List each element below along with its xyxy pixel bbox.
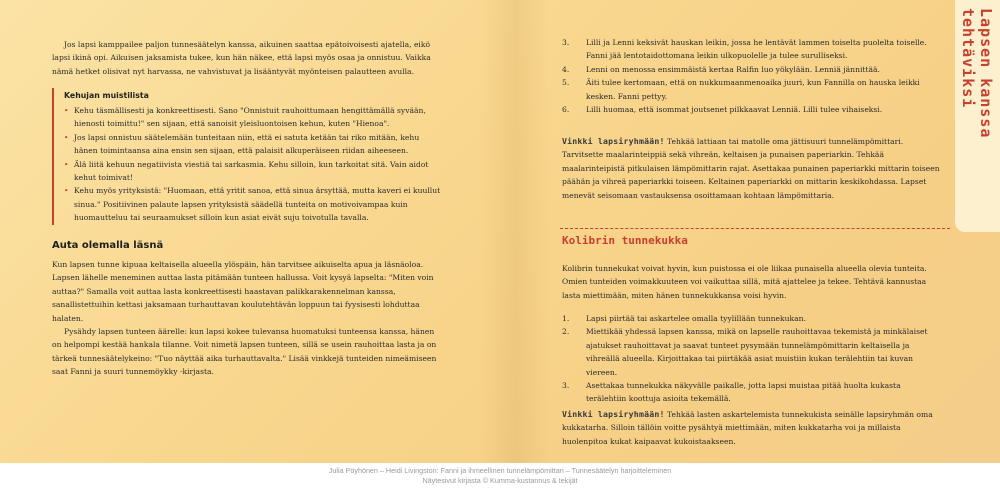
group-tip <box>562 408 942 448</box>
footer-line: Julia Pöyhönen – Heidi Livingston: Fanni ja ihmeellinen tunnelämpömittari – Tunnesäätelyn harjoitteleminen <box>328 466 672 475</box>
group-tip-label: Vinkki lapsiryhmään! <box>562 136 665 146</box>
list-text: Lilli ja Lenni keksivät hauskan leikin, jossa he lentävät lammen toiselta puolelta toiselle. Fanni jää lentotaidottomana leikin ulkopuolelle ja tulee surulliseksi. <box>586 38 927 61</box>
list-text: Asettakaa tunnekukka näkyvälle paikalle, jotta lapsi muistaa pitää huolta kukasta terälehtiin koottuja asioita tekemällä. <box>586 381 901 404</box>
list-number: 1. <box>562 314 570 323</box>
footer-line: Näytesivut kirjasta © Kumma-kustannus & tekijät <box>422 476 578 485</box>
tip-box-title: Kehujan muistilista <box>64 91 149 100</box>
tip-item: • Kehu myös yrityksistä: "Huomaan, että yritit sanoa, että sinua ärsyttää, mutta kaveri ei kuullut sinua." Positiivinen palaute lapsen yrityksistä säädellä tunteita on motivoivampaa kuin huomautteluu tai seuraamukset silloin kun asiat eivät suju toivotulla tavalla. <box>64 184 444 224</box>
footer-credits <box>0 466 1000 486</box>
list-item <box>562 76 940 103</box>
list-number: 2. <box>562 327 570 337</box>
group-tip-text: Tehkää lattiaan tai matolle oma jättisuuri tunnelämpömittari. Tarvitsette maalarinteippiä sekä vihreän, keltaisen ja punaisen paperiarkin. Tehkää maalarinteipistä pitkulaisen lämpömittarin rajat. Asettakaa punainen paperiarkki mittarin toiseen päähän ja vihreä paperiarkki toiseen. Keltainen paperiarkki on mittarin keskikohdassa. Lapset menevät seisomaan vastauksensa osoittamaan kohtaan lämpömittaria. <box>562 137 940 200</box>
right-page <box>562 0 940 463</box>
list-text: Lapsi piirtää tai askartelee omalla tyylillään tunnekukan. <box>586 314 806 323</box>
list-text: Äiti tulee kertomaan, että on nukkumaanmenoaika juuri, kun Fannilla on hauska leikki kesken. Fanni pettyy. <box>586 78 920 101</box>
list-text: Lilli huomaa, että isommat joutsenet pilkkaavat Lenniä. Lilli tulee vihaiseksi. <box>586 105 883 115</box>
chapter-side-tab <box>955 0 1000 232</box>
section-paragraph: Kun lapsen tunne kipuaa keltaisella alueella ylöspäin, hän tarvitsee aikuiselta apua ja läsnäoloa. Lapsen lähelle meneminen auttaa lasta pitämään tunteen hallussa. Voit kysyä lapselta: "Miten voin auttaa?" Samalla voit auttaa lasta konkreettisesti haastavan palikkarakennelman kanssa, sanallistettuihin kettasi jaksamaan turhauttavan koulutehtävän loppuun tai fyysisesti lohduttaa halaten. <box>52 260 434 323</box>
story-situation-list <box>562 36 940 116</box>
tip-item: • Älä liitä kehuun negatiivista viestiä tai sarkasmia. Kehu silloin, kun tarkoitat sitä. Vain aidot kehut toimivat! <box>64 158 444 185</box>
group-tip <box>562 135 942 202</box>
list-item <box>562 379 940 406</box>
list-item <box>562 36 940 63</box>
tip-item: • Jos lapsi onnistuu säätelemään tunteitaan niin, että ei satuta ketään tai riko mitään, kehu hänen toimintaansa aina ensin sen sijaan, että palaisit alkuperäiseen riidan aiheeseen. <box>64 131 444 158</box>
group-tip-text: Tehkää lasten askartelemista tunnekukista seinälle lapsiryhmän oma kukkatarha. Silloin tällöin voitte pysähtyä miettimään, miten kukkatarha voi ja millaista huolenpitoa kukat kaipaavat kukoistaakseen. <box>562 410 933 446</box>
list-item <box>562 103 940 116</box>
tip-list <box>64 104 444 225</box>
group-tip-label: Vinkki lapsiryhmään! <box>562 409 665 419</box>
list-text: Miettikää yhdessä lapsen kanssa, mikä on lapselle rauhoittavaa tekemistä ja minkälaiset ajatukset rauhoittavat ja saavat tunteet pysymään tunnelämpömittarin keltaisella ja vihreällä alueella. Kirjoittakaa tai piirtäkää asiat muistiin kukan terälehtiin tai kuvan viereen. <box>586 327 928 377</box>
left-page <box>52 0 444 463</box>
list-number: 3. <box>562 38 570 47</box>
section-divider <box>560 228 950 229</box>
list-item <box>562 312 940 325</box>
kolibri-intro: Kolibrin tunnekukat voivat hyvin, kun puistossa ei ole liikaa punaisella alueella olevia tunteita. Omien tunteiden voimakkuuteen voi vaikuttaa sillä, mitä ajattelee ja tekee. Tehtävä kannustaa lasta miettimään, miten hänen tunnekukkansa voisi hyvin. <box>562 264 927 300</box>
kolibri-steps <box>562 312 940 406</box>
page-gutter <box>480 0 550 463</box>
list-number: 5. <box>562 78 570 88</box>
list-item <box>562 63 940 76</box>
section-heading: Auta olemalla läsnä <box>52 240 164 251</box>
list-number: 6. <box>562 105 570 115</box>
list-item <box>562 325 940 379</box>
section-body <box>52 258 444 379</box>
tip-item: • Kehu täsmällisesti ja konkreettisesti. Sano "Onnistuit rauhoittumaan hengittämällä syvään, hienosti toimittu!" sen sijaan, että sanoisit yleisluontoisen kehun, kuten "Hienoa". <box>64 104 444 131</box>
chapter-side-tab-label: Lapsen kanssa tehtäviksi <box>959 8 995 139</box>
tip-box <box>52 88 444 225</box>
list-text: Lenni on menossa ensimmäistä kertaa Ralfin luo yökylään. Lenniä jännittää. <box>586 64 880 74</box>
kolibri-heading: Kolibrin tunnekukka <box>562 234 688 247</box>
intro-paragraph: Jos lapsi kamppailee paljon tunnesäätelyn kanssa, aikuinen saattaa epätoivoisesti ajatella, eikö lapsi ikinä opi. Aikuisen jaksamista tukee, kun hän näkee, että lapsi myös osaa ja onnistuu. Vaikka nämä hetket olisivat nyt harvassa, ne vahvistuvat ja lisääntyvät myönteisen palautteen avulla. <box>52 40 431 76</box>
section-paragraph: Pysähdy lapsen tunteen äärelle: kun lapsi kokee tulevansa huomatuksi tunteensa kanssa, hänen on helpompi kestää hankala tilanne. Voit nimetä lapsen tunteen, sillä se usein rauhoittaa lasta ja on tärkeä tunnesäätelykeino: "Tuo näyttää aika turhauttavalta." Lisää vinkkejä tunteiden nimeämiseen saat Fanni ja suuri tunnemöykky -kirjasta. <box>52 327 437 377</box>
list-number: 4. <box>562 64 570 74</box>
list-number: 3. <box>562 381 570 391</box>
